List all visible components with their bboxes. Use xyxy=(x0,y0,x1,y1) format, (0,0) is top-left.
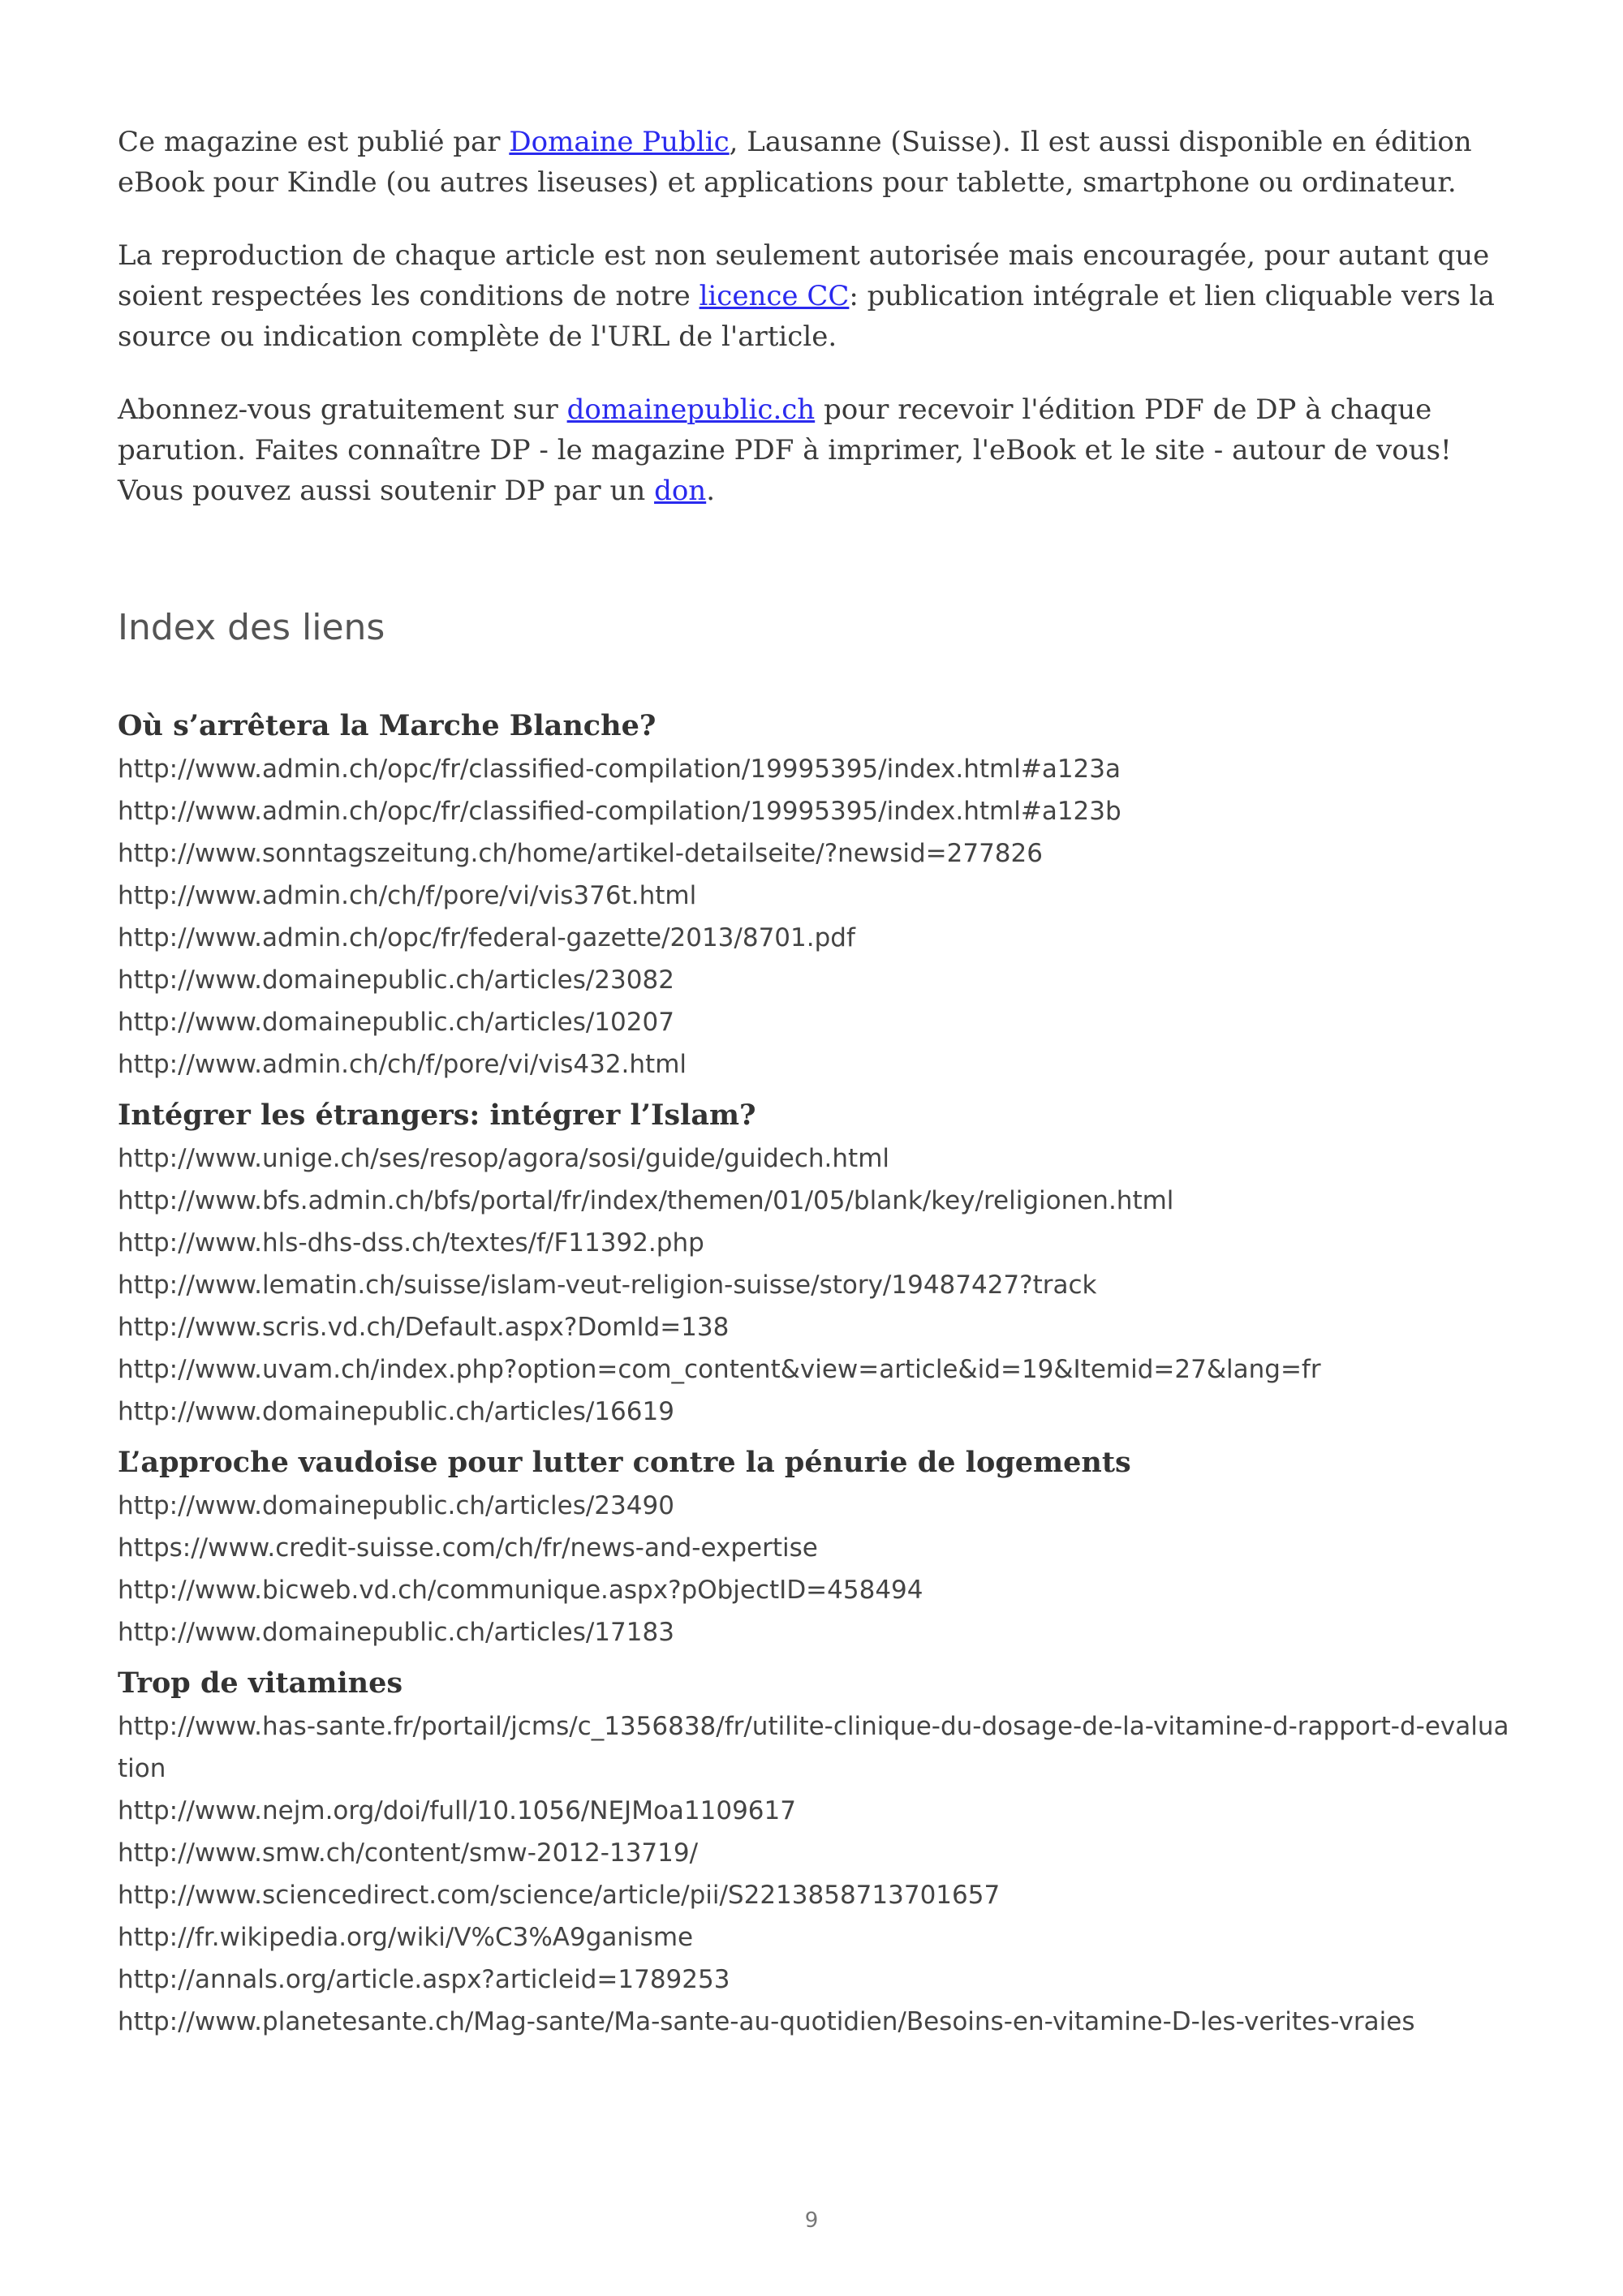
domaine-public-link[interactable]: Domaine Public xyxy=(509,126,730,158)
link-item[interactable]: http://www.admin.ch/ch/f/pore/vi/vis376t.html xyxy=(118,881,697,910)
link-item[interactable]: http://fr.wikipedia.org/wiki/V%C3%A9ganisme xyxy=(118,1923,694,1952)
link-item[interactable]: http://www.domainepublic.ch/articles/16619 xyxy=(118,1397,674,1426)
link-item[interactable]: http://www.hls-dhs-dss.ch/textes/f/F11392.php xyxy=(118,1228,704,1258)
link-item[interactable]: https://www.credit-suisse.com/ch/fr/news-and-expertise xyxy=(118,1533,818,1563)
link-item[interactable]: http://www.admin.ch/ch/f/pore/vi/vis432.html xyxy=(118,1050,687,1079)
licence-cc-link[interactable]: licence CC xyxy=(699,280,850,312)
section-title: Où s’arrêtera la Marche Blanche? xyxy=(118,709,657,742)
p2-after: : publication intégrale et lien cliquable vers la source ou indication complète de l'URL de l'article. xyxy=(118,280,1495,353)
p1-after: , Lausanne (Suisse). Il est aussi disponible en édition eBook pour Kindle (ou autres liseuses) et applications pour tablette, smartphone ou ordinateur. xyxy=(118,126,1472,199)
link-item[interactable]: http://www.lematin.ch/suisse/islam-veut-religion-suisse/story/19487427?track xyxy=(118,1271,1097,1300)
link-list xyxy=(118,1485,1513,1653)
link-item[interactable]: http://www.has-sante.fr/portail/jcms/c_1356838/fr/utilite-clinique-du-dosage-de-la-vitamine-d-rapport-d-evaluation xyxy=(118,1712,1509,1783)
index-section xyxy=(118,706,1513,1086)
intro-paragraph-license xyxy=(118,235,1513,357)
p1-before: Ce magazine est publié par xyxy=(118,126,510,158)
link-item[interactable]: http://www.unige.ch/ses/resop/agora/sosi/guide/guidech.html xyxy=(118,1144,890,1173)
link-item[interactable]: http://www.domainepublic.ch/articles/23490 xyxy=(118,1491,674,1520)
document-page xyxy=(118,122,1513,2053)
link-list xyxy=(118,1705,1513,2043)
index-title: Index des liens xyxy=(118,607,385,648)
link-item[interactable]: http://www.bicweb.vd.ch/communique.aspx?pObjectID=458494 xyxy=(118,1576,923,1605)
don-link[interactable]: don xyxy=(654,475,707,507)
link-item[interactable]: http://www.planetesante.ch/Mag-sante/Ma-sante-au-quotidien/Besoins-en-vitamine-D-les-verites-vraies xyxy=(118,2007,1415,2036)
p3-middle: pour recevoir l'édition PDF de DP à chaque parution. Faites connaître DP - le magazine PDF à imprimer, l'eBook et le site - autour de vous! Vous pouvez aussi soutenir DP par un xyxy=(118,393,1452,507)
page-number: 9 xyxy=(804,2208,819,2233)
section-title: Intégrer les étrangers: intégrer l’Islam? xyxy=(118,1099,756,1132)
link-item[interactable]: http://www.domainepublic.ch/articles/23082 xyxy=(118,965,674,995)
index-section xyxy=(118,1095,1513,1433)
link-item[interactable]: http://www.sonntagszeitung.ch/home/artikel-detailseite/?newsid=277826 xyxy=(118,839,1043,868)
link-list xyxy=(118,1137,1513,1433)
link-item[interactable]: http://www.domainepublic.ch/articles/10207 xyxy=(118,1008,674,1037)
link-item[interactable]: http://www.admin.ch/opc/fr/classified-compilation/19995395/index.html#a123b xyxy=(118,797,1121,826)
index-section xyxy=(118,1663,1513,2043)
intro-paragraph-publisher xyxy=(118,122,1513,203)
link-item[interactable]: http://www.scris.vd.ch/Default.aspx?DomId=138 xyxy=(118,1313,730,1342)
link-item[interactable]: http://www.smw.ch/content/smw-2012-13719/ xyxy=(118,1838,699,1868)
link-item[interactable]: http://www.sciencedirect.com/science/article/pii/S2213858713701657 xyxy=(118,1881,1001,1910)
link-item[interactable]: http://www.admin.ch/opc/fr/federal-gazette/2013/8701.pdf xyxy=(118,923,855,952)
index-sections xyxy=(118,706,1513,2043)
index-section xyxy=(118,1443,1513,1653)
p3-after: . xyxy=(706,475,716,507)
link-item[interactable]: http://www.nejm.org/doi/full/10.1056/NEJMoa1109617 xyxy=(118,1796,796,1825)
p3-before: Abonnez-vous gratuitement sur xyxy=(118,393,567,426)
section-title: Trop de vitamines xyxy=(118,1666,403,1700)
intro-paragraph-subscribe xyxy=(118,389,1513,511)
link-item[interactable]: http://www.domainepublic.ch/articles/17183 xyxy=(118,1618,674,1647)
link-item[interactable]: http://www.uvam.ch/index.php?option=com_content&view=article&id=19&Itemid=27&lang=fr xyxy=(118,1355,1321,1384)
link-item[interactable]: http://annals.org/article.aspx?articleid=1789253 xyxy=(118,1965,730,1994)
p2-before: La reproduction de chaque article est non seulement autorisée mais encouragée, pour autant que soient respectées les conditions de notre xyxy=(118,239,1490,312)
link-list xyxy=(118,748,1513,1086)
link-item[interactable]: http://www.bfs.admin.ch/bfs/portal/fr/index/themen/01/05/blank/key/religionen.html xyxy=(118,1186,1174,1215)
section-title: L’approche vaudoise pour lutter contre la pénurie de logements xyxy=(118,1446,1131,1479)
domainepublic-link[interactable]: domainepublic.ch xyxy=(566,393,816,426)
link-item[interactable]: http://www.admin.ch/opc/fr/classified-compilation/19995395/index.html#a123a xyxy=(118,755,1121,784)
